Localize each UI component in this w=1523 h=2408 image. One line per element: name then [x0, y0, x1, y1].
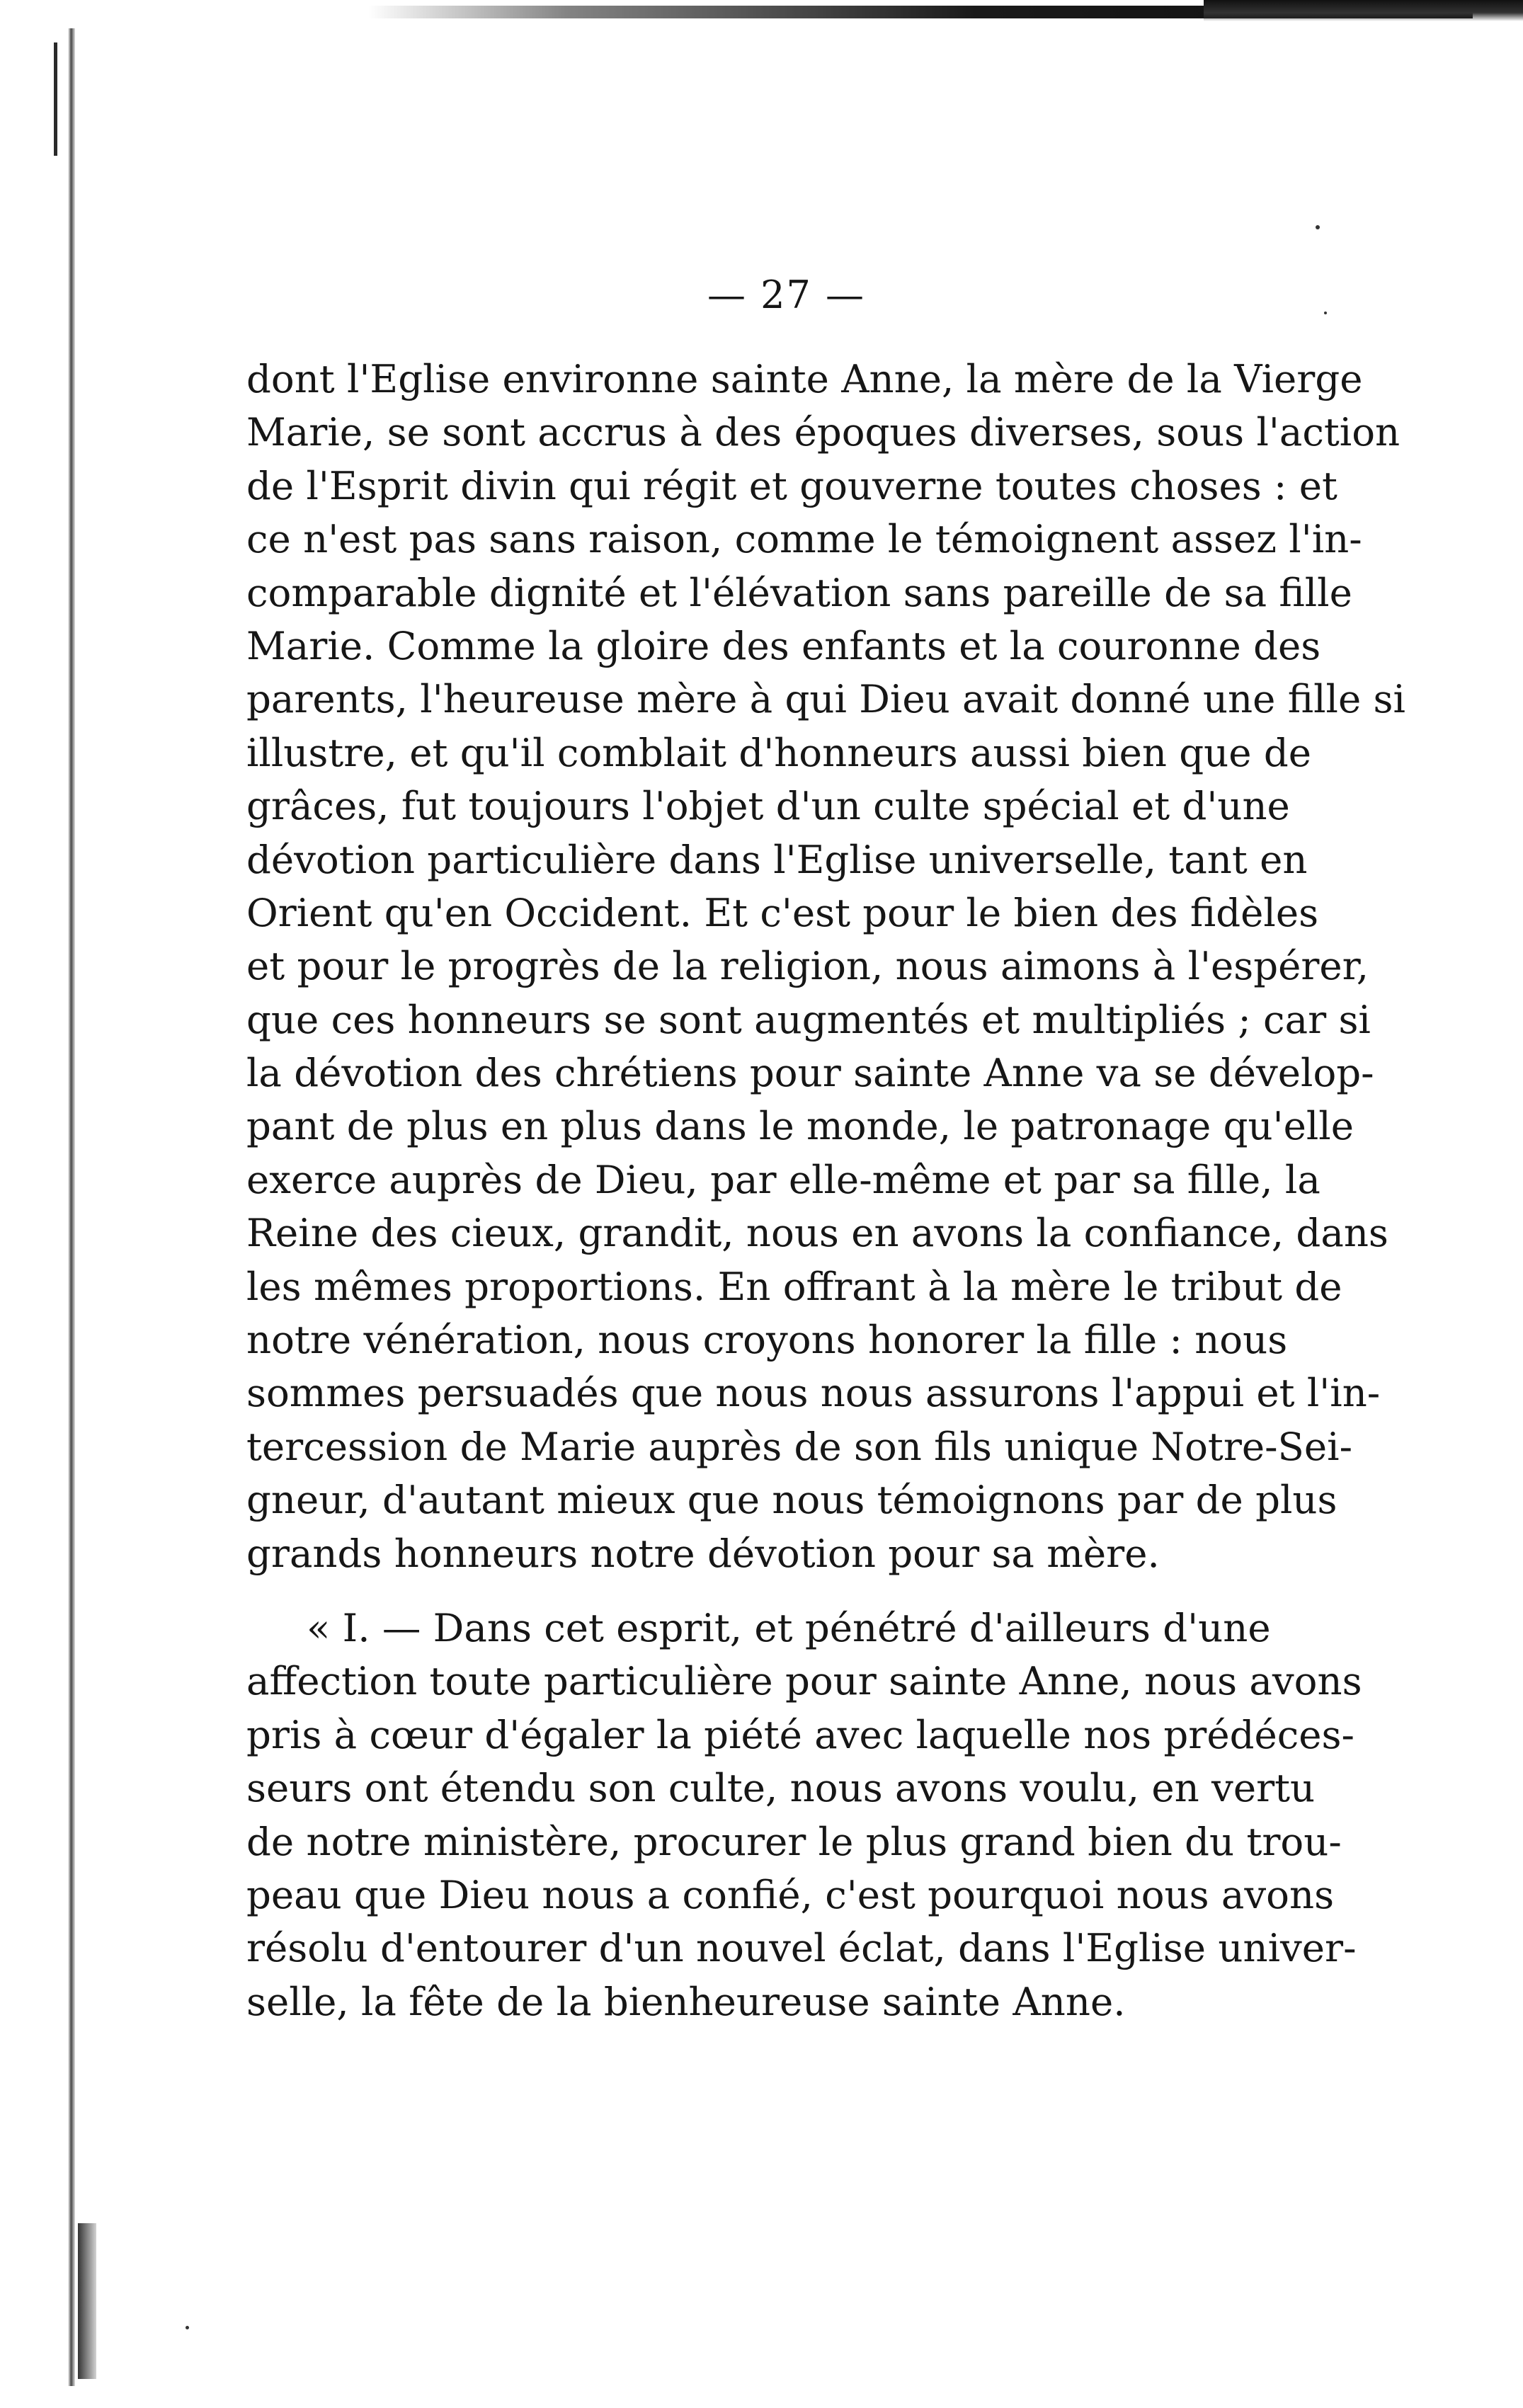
- text-line: peau que Dieu nous a confié, c'est pourquoi nous avons: [246, 1871, 1335, 1917]
- text-line: dévotion particulière dans l'Eglise universelle, tant en: [246, 836, 1308, 882]
- text-line: illustre, et qu'il comblait d'honneurs aussi bien que de: [246, 729, 1311, 775]
- text-line: que ces honneurs se sont augmentés et multipliés ; car si: [246, 996, 1371, 1042]
- text-line: pant de plus en plus dans le monde, le patronage qu'elle: [246, 1103, 1354, 1149]
- text-line: grands honneurs notre dévotion pour sa mère.: [246, 1530, 1160, 1576]
- text-line: pris à cœur d'égaler la piété avec laquelle nos prédéces-: [246, 1711, 1354, 1757]
- body-text: [246, 353, 1405, 2028]
- text-line: Orient qu'en Occident. Et c'est pour le bien des fidèles: [246, 889, 1319, 935]
- text-line: comparable dignité et l'élévation sans pareille de sa fille: [246, 569, 1352, 615]
- text-line: seurs ont étendu son culte, nous avons voulu, en vertu: [246, 1765, 1316, 1811]
- text-line: dont l'Eglise environne sainte Anne, la mère de la Vierge: [246, 356, 1363, 401]
- text-line: ce n'est pas sans raison, comme le témoignent assez l'in-: [246, 516, 1362, 562]
- text-line: résolu d'entourer d'un nouvel éclat, dans l'Eglise univer-: [246, 1925, 1357, 1971]
- text-line: Marie. Comme la gloire des enfants et la couronne des: [246, 622, 1321, 668]
- text-line: tercession de Marie auprès de son fils unique Notre-Sei-: [246, 1423, 1352, 1469]
- page-number: — 27 —: [707, 273, 866, 317]
- text-line: « I. — Dans cet esprit, et pénétré d'ailleurs d'une: [307, 1604, 1271, 1650]
- text-line: exerce auprès de Dieu, par elle-même et par sa fille, la: [246, 1156, 1320, 1202]
- text-line: notre vénération, nous croyons honorer la fille : nous: [246, 1317, 1288, 1363]
- text-line: la dévotion des chrétiens pour sainte Anne va se dévelop-: [246, 1050, 1374, 1096]
- text-line: de l'Esprit divin qui régit et gouverne toutes choses : et: [246, 462, 1337, 508]
- paper-speck: [1316, 225, 1320, 229]
- text-line: Reine des cieux, grandit, nous en avons la confiance, dans: [246, 1210, 1388, 1256]
- page-binding-shadow: [78, 2223, 96, 2379]
- text-line: et pour le progrès de la religion, nous aimons à l'espérer,: [246, 943, 1369, 989]
- paragraph-gap: [246, 1580, 1259, 1602]
- text-line: affection toute particulière pour sainte Anne, nous avons: [246, 1658, 1362, 1704]
- text-line: Marie, se sont accrus à des époques diverses, sous l'action: [246, 409, 1401, 455]
- paragraph-2: [246, 1602, 1362, 2028]
- text-line: les mêmes proportions. En offrant à la mère le tribut de: [246, 1263, 1342, 1309]
- text-line: gneur, d'autant mieux que nous témoignons par de plus: [246, 1477, 1337, 1523]
- text-line: grâces, fut toujours l'objet d'un culte spécial et d'une: [246, 783, 1290, 829]
- text-line: selle, la fête de la bienheureuse sainte Anne.: [246, 1978, 1126, 2024]
- paper-speck: [186, 2326, 189, 2329]
- text-line: sommes persuadés que nous nous assurons l'appui et l'in-: [246, 1370, 1381, 1416]
- text-line: de notre ministère, procurer le plus grand bien du trou-: [246, 1818, 1342, 1864]
- paragraph-1: [246, 353, 1405, 1580]
- page-top-corner-shadow: [1204, 0, 1523, 21]
- text-line: parents, l'heureuse mère à qui Dieu avait donné une fille si: [246, 676, 1405, 722]
- page-binding-mark: [54, 42, 57, 156]
- page-binding-edge: [68, 28, 75, 2386]
